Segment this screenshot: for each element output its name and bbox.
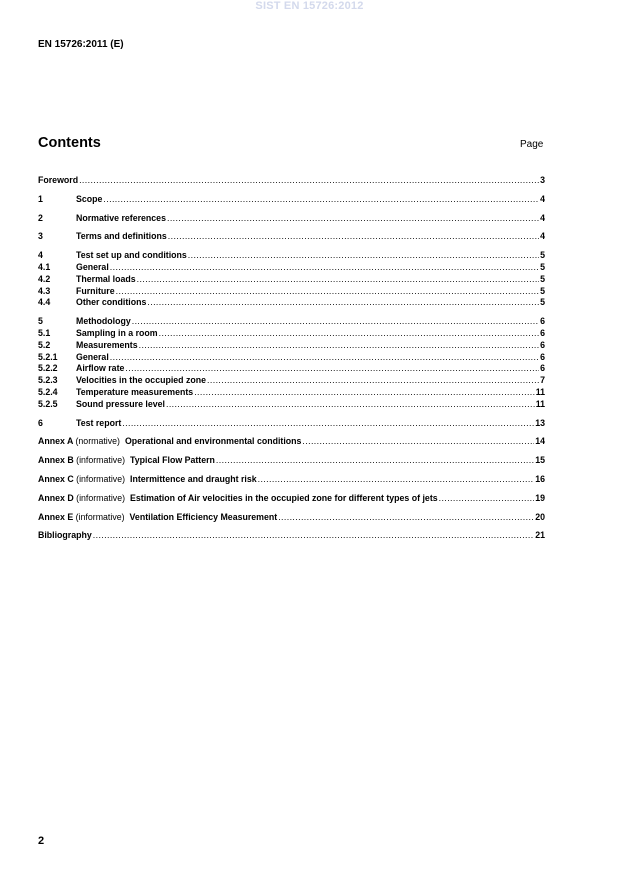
toc-entry-page: 6 xyxy=(540,327,545,338)
toc-entry-page: 19 xyxy=(535,492,545,503)
toc-dot-leader xyxy=(110,352,539,364)
toc-entry-page: 5 xyxy=(540,297,545,308)
toc-entry[interactable] xyxy=(38,328,545,340)
toc-entry-number: 6 xyxy=(38,417,43,428)
toc-annex-kind: (informative) xyxy=(75,511,125,522)
page-number: 2 xyxy=(38,835,45,847)
toc-dot-leader xyxy=(125,363,539,375)
toc-dot-leader xyxy=(302,436,534,448)
toc-dot-leader xyxy=(103,194,539,206)
toc-entry-number: 4.3 xyxy=(38,285,51,296)
toc-spacer xyxy=(38,411,545,418)
toc-annex-label xyxy=(38,474,130,486)
toc-entry-title: Measurements xyxy=(76,339,138,350)
toc-spacer xyxy=(38,187,545,194)
toc-entry-page: 5 xyxy=(540,250,545,261)
toc-dot-leader xyxy=(168,231,539,243)
toc-entry-page: 4 xyxy=(540,231,545,242)
document-header: EN 15726:2011 (E) xyxy=(38,39,124,50)
watermark: SIST EN 15726:2012 xyxy=(255,0,364,12)
toc-spacer xyxy=(38,523,545,530)
toc-entry[interactable] xyxy=(38,418,545,430)
toc-entry-page: 21 xyxy=(535,530,545,541)
toc-annex-id: Annex D xyxy=(38,492,74,503)
toc-entry[interactable] xyxy=(38,194,545,206)
toc-entry-page: 6 xyxy=(540,351,545,362)
toc-entry-page: 20 xyxy=(535,511,545,522)
toc-entry-title: General xyxy=(76,351,109,362)
toc-dot-leader xyxy=(278,512,534,524)
toc-entry-title: Estimation of Air velocities in the occupied zone for different types of jets xyxy=(130,492,438,503)
toc-entry[interactable] xyxy=(38,286,545,298)
toc-entry-page: 4 xyxy=(540,193,545,204)
toc-entry[interactable] xyxy=(38,340,545,352)
toc-entry-title: Sound pressure level xyxy=(76,398,165,409)
toc-entry[interactable] xyxy=(38,231,545,243)
toc-entry[interactable] xyxy=(38,250,545,262)
toc-entry[interactable] xyxy=(38,316,545,328)
toc-entry[interactable] xyxy=(38,175,545,187)
toc-entry[interactable] xyxy=(38,297,545,309)
toc-entry-title: Temperature measurements xyxy=(76,386,194,397)
toc-entry-title: Other conditions xyxy=(76,297,147,308)
toc-spacer xyxy=(38,429,545,436)
toc-entry[interactable] xyxy=(38,455,545,467)
toc-entry-number: 5 xyxy=(38,316,43,327)
toc-entry-title: Ventilation Efficiency Measurement xyxy=(129,511,278,522)
toc-dot-leader xyxy=(216,455,534,467)
toc-entry-page: 6 xyxy=(540,339,545,350)
toc-annex-id: Annex A xyxy=(38,436,74,447)
toc-entry[interactable] xyxy=(38,352,545,364)
toc-entry-page: 4 xyxy=(540,212,545,223)
toc-dot-leader xyxy=(93,530,534,542)
toc-entry-title: Thermal loads xyxy=(76,273,136,284)
toc-entry-title: Operational and environmental conditions xyxy=(124,436,302,447)
toc-entry[interactable] xyxy=(38,399,545,411)
toc-entry-number: 5.2.4 xyxy=(38,386,58,397)
toc-spacer xyxy=(38,505,545,512)
toc-entry-number: 3 xyxy=(38,231,43,242)
toc-entry-number: 2 xyxy=(38,212,43,223)
toc-spacer xyxy=(38,486,545,493)
toc-entry-number: 4.1 xyxy=(38,261,51,272)
toc-entry-number: 5.2.3 xyxy=(38,375,58,386)
toc-entry-page: 7 xyxy=(540,375,545,386)
toc-annex-kind: (informative) xyxy=(76,473,126,484)
toc-dot-leader xyxy=(188,250,539,262)
toc-dot-leader xyxy=(122,418,534,430)
toc-entry-title: Normative references xyxy=(76,212,166,223)
toc-entry[interactable] xyxy=(38,274,545,286)
toc-annex-kind: (informative) xyxy=(76,455,126,466)
toc-entry-page: 11 xyxy=(535,386,545,397)
toc-annex-kind: (informative) xyxy=(76,492,126,503)
toc-spacer xyxy=(38,243,545,250)
toc-entry-title: Velocities in the occupied zone xyxy=(76,375,207,386)
toc-entry-title: Typical Flow Pattern xyxy=(130,455,215,466)
toc-entry[interactable] xyxy=(38,387,545,399)
toc-entry-number: 4.2 xyxy=(38,273,51,284)
toc-annex-kind: (normative) xyxy=(75,436,120,447)
toc-entry[interactable] xyxy=(38,375,545,387)
toc-entry-number: 5.1 xyxy=(38,327,51,338)
toc-spacer xyxy=(38,206,545,213)
toc-entry-title: Test set up and conditions xyxy=(76,250,187,261)
toc-entry-page: 6 xyxy=(540,363,545,374)
toc-dot-leader xyxy=(139,340,539,352)
toc-entry-title: Methodology xyxy=(76,316,131,327)
toc-entry[interactable] xyxy=(38,512,545,524)
toc-dot-leader xyxy=(207,375,539,387)
toc-dot-leader xyxy=(147,297,539,309)
toc-entry-page: 15 xyxy=(535,455,545,466)
toc-entry-title: General xyxy=(76,261,109,272)
toc-dot-leader xyxy=(159,328,539,340)
toc-entry[interactable] xyxy=(38,436,545,448)
toc-entry-title: Bibliography xyxy=(38,530,92,541)
toc-entry[interactable] xyxy=(38,530,545,542)
toc-entry[interactable] xyxy=(38,262,545,274)
toc-entry-title: Terms and definitions xyxy=(76,231,167,242)
toc-entry-page: 13 xyxy=(535,417,545,428)
toc-spacer xyxy=(38,309,545,316)
toc-entry-number: 4 xyxy=(38,250,43,261)
toc-entry-title: Airflow rate xyxy=(76,363,125,374)
toc-entry-number: 5.2.1 xyxy=(38,351,58,362)
toc-dot-leader xyxy=(194,387,535,399)
toc-annex-id: Annex C xyxy=(38,473,74,484)
toc-entry-page: 6 xyxy=(540,316,545,327)
toc-entry[interactable] xyxy=(38,493,545,505)
toc-entry[interactable] xyxy=(38,213,545,225)
table-of-contents xyxy=(38,175,545,542)
toc-entry-page: 11 xyxy=(535,398,545,409)
toc-dot-leader xyxy=(116,286,539,298)
toc-annex-label xyxy=(38,455,130,467)
toc-dot-leader xyxy=(167,213,539,225)
toc-spacer xyxy=(38,448,545,455)
toc-annex-label xyxy=(38,436,125,448)
toc-entry-title: Furniture xyxy=(76,285,115,296)
page-column-label: Page xyxy=(520,139,544,150)
toc-entry[interactable] xyxy=(38,474,545,486)
toc-dot-leader xyxy=(258,474,535,486)
toc-entry-number: 5.2.5 xyxy=(38,398,58,409)
contents-title: Contents xyxy=(38,135,101,151)
toc-entry-number: 1 xyxy=(38,193,43,204)
toc-entry-number: 5.2.2 xyxy=(38,363,58,374)
toc-dot-leader xyxy=(132,316,539,328)
toc-entry-page: 3 xyxy=(540,175,545,185)
toc-entry-page: 16 xyxy=(535,473,545,484)
toc-dot-leader xyxy=(110,262,539,274)
toc-entry-page: 5 xyxy=(540,285,545,296)
toc-annex-label xyxy=(38,512,130,524)
toc-entry-number: 5.2 xyxy=(38,339,51,350)
toc-entry-title: Intermittence and draught risk xyxy=(130,473,257,484)
toc-dot-leader xyxy=(137,274,539,286)
toc-entry-title: Sampling in a room xyxy=(76,327,158,338)
toc-spacer xyxy=(38,467,545,474)
toc-entry-page: 5 xyxy=(540,261,545,272)
toc-entry-title: Foreword xyxy=(38,175,79,185)
toc-annex-label xyxy=(38,493,130,505)
toc-dot-leader xyxy=(439,493,535,505)
toc-spacer xyxy=(38,224,545,231)
toc-entry-title: Test report xyxy=(76,417,122,428)
toc-entry-page: 5 xyxy=(540,273,545,284)
toc-annex-id: Annex E xyxy=(38,511,74,522)
toc-entry-page: 14 xyxy=(535,436,545,447)
toc-annex-id: Annex B xyxy=(38,455,74,466)
toc-entry-number: 4.4 xyxy=(38,297,51,308)
toc-entry-title: Scope xyxy=(76,193,103,204)
toc-dot-leader xyxy=(79,175,539,187)
toc-dot-leader xyxy=(166,399,535,411)
toc-entry[interactable] xyxy=(38,363,545,375)
